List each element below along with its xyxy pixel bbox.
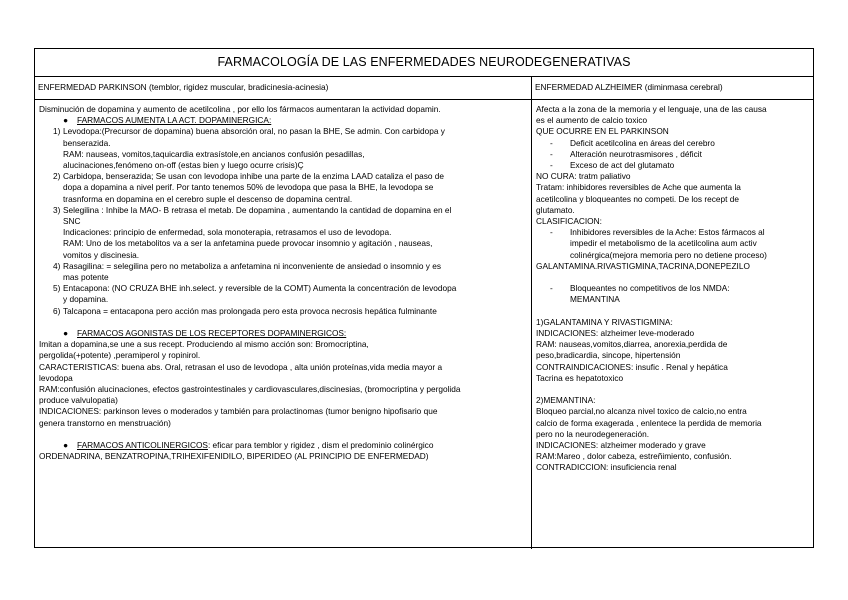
item-line: alucinaciones,fenómeno on-off (estas bien y luego ocurre crisis)Ç [63,160,304,171]
text-line: Tratam: inhibidores reversibles de Ache que aumenta la [536,182,741,193]
item-number: 6) [53,305,61,316]
parkinson-intro: Disminución de dopamina y aumento de acetilcolina , por ello los fármacos aumentaran la actividad dopamin. [39,104,441,114]
item-line: RAM: Uno de los metabolitos va a ser la anfetamina puede provocar insomnio y agitación , nauseas, [63,238,433,249]
text-line: INDICACIONES: parkinson leves o moderados y también para prolactinomas (tumor benigno hipofisario que [39,406,438,417]
text-line: Bloqueo parcial,no alcanza nivel toxico de calcio,no entra [536,406,747,417]
item-line: Carbidopa, benserazida; Se usan con levodopa inhibe una parte de la enzima LAAD cataliza el paso de [63,171,444,182]
item-number: 3) [53,204,61,215]
item-number: 5) [53,283,61,294]
item-number: 2) [53,171,61,182]
item-line: y dopamina. [63,294,109,305]
header-row [35,77,813,100]
item-line: benserazida. [63,137,111,148]
item-line: Entacapona: (NO CRUZA BHE inh.select. y reversible de la COMT) Aumenta la concentración de levodopa [63,283,457,294]
anticholinergic-drugs: ORDENADRINA, BENZATROPINA,TRIHEXIFENIDILO, BIPERIDEO (AL PRINCIPIO DE ENFERMEDAD) [39,451,429,462]
item-number: 4) [53,260,61,271]
text-line: RAM:Mareo , dolor cabeza, estreñimiento, confusión. [536,451,732,462]
text-line: produce valvulopatia) [39,395,118,406]
dash-item [536,138,809,149]
text-line: calcio de forma exagerada , enlentece la perdida de memoria [536,417,762,428]
alzheimer-intro [536,104,809,126]
dash-item [536,227,809,238]
drug-item [39,171,527,205]
text-line: CARACTERISTICAS: buena abs. Oral, retrasan el uso de levodopa , alta unión proteínas,vida media mayor a [39,361,443,372]
clasificacion: CLASIFICACION: [536,216,602,227]
text-line: es el aumento de calcio toxico [536,115,648,126]
item-line: RAM: nauseas, vomitos,taquicardia extrasístole,en ancianos confusión pesadillas, [63,148,365,159]
memantina-details [536,406,809,473]
bullet-icon: ● [63,328,69,339]
item-line: mas potente [63,272,109,283]
text-line: CONTRADICCION: insuficiencia renal [536,462,677,473]
agonists-text [39,339,527,429]
alzheimer-column [532,100,813,549]
drug-item [39,205,527,261]
text-line: Tacrina es hepatotoxico [536,372,624,383]
text-line: acetilcolina y bloqueantes no competi. De los recept de [536,193,739,204]
item-text [63,306,437,317]
drug-list [39,126,527,316]
inhibidores-ache [536,227,809,261]
parkinson-subtitle: QUE OCURRE EN EL PARKINSON [536,126,669,137]
parkinson-items [536,138,809,172]
drug-item [39,261,527,283]
dash-text: impedir el metabolismo de la acetilcolina aum activ [570,238,757,249]
dash-text: Exceso de act del glutamato [570,160,675,171]
item-text [63,261,441,283]
text-line: RAM:confusión alucinaciones, efectos gastrointestinales y cardiovasculares,discinesias, (bromocriptina y pergolida [39,384,461,395]
text-line: RAM: nauseas,vomitos,diarrea, anorexia,perdida de [536,339,728,350]
inhibidores-drugs: GALANTAMINA.RIVASTIGMINA,TACRINA,DONEPEZILO [536,260,750,271]
item-line: trasnforma en dopamina en el cerebro suple el descenso de dopamina central. [63,193,353,204]
bloqueantes-nmda [536,283,809,305]
text-line: INDICACIONES: alzheimer leve-moderado [536,328,695,339]
group-heading: ● FARMACOS ANTICOLINERGICOS: eficar para temblor y rigidez , dism el predominio colinérgico [63,440,434,451]
header-parkinson: ENFERMEDAD PARKINSON (temblor, rigidez muscular, bradicinesia-acinesia) [35,77,532,99]
item-line: Talcapona = entacapona pero acción mas prolongada pero esta provoca necrosis hepática fulminante [63,305,437,316]
parkinson-column [35,100,532,549]
item-text [63,283,456,305]
text-line: Afecta a la zona de la memoria y el lenguaje, una de las causa [536,104,767,114]
dash-text: Alteración neurotrasmisores , déficit [570,148,702,159]
text-line: pergolida(+potente) ,peramiperol y ropinirol. [39,350,201,361]
section-galantamina: 1)GALANTAMINA Y RIVASTIGMINA: [536,316,673,327]
item-line: SNC [63,216,81,227]
item-number: 1) [53,126,61,137]
dash-icon: - [550,160,553,171]
item-line: Selegilina : Inhibe la MAO- B retrasa el metab. De dopamina , aumentando la cantidad de dopamina en el [63,204,452,215]
group-heading: ● FARMACOS AGONISTAS DE LOS RECEPTORES DOPAMINERGICOS: [63,328,347,339]
text-line: pero no la neurodegeneración. [536,428,650,439]
item-line: Levodopa:(Precursor de dopamina) buena absorción oral, no pasan la BHE, Se admin. Con carbidopa y [63,126,445,137]
text-line: CONTRAINDICACIONES: insufic . Renal y hepática [536,361,728,372]
item-text [63,126,445,171]
text-line: Imitan a dopamina,se une a sus recept. Produciendo al mismo acción son: Bromocriptina, [39,339,369,350]
drug-item [39,283,527,305]
dash-text: Deficit acetilcolina en áreas del cerebro [570,137,715,148]
dash-text: MEMANTINA [570,294,620,305]
text-line: genera transtorno en menstruación) [39,417,171,428]
drug-item [39,126,527,171]
group-heading: ● FARMACOS AUMENTA LA ACT. DOPAMINERGICA: [63,115,272,126]
section-memantina: 2)MEMANTINA: [536,395,596,406]
text-line: INDICACIONES: alzheimer moderado y grave [536,440,706,451]
text-line: levodopa [39,372,73,383]
item-line: Rasagilina: = selegilina pero no metaboliza a anfetamina ni inconveniente de ansiedad o insomnio y es [63,260,441,271]
text-line: peso,bradicardia, sincope, hipertensión [536,350,681,361]
dash-item [536,283,809,294]
dash-item [536,149,809,160]
dash-text: colinérgica(mejora memoria pero no detiene proceso) [570,249,767,260]
item-text [63,171,444,205]
page-title: FARMACOLOGÍA DE LAS ENFERMEDADES NEURODEGENERATIVAS [35,49,813,77]
dash-icon: - [550,283,553,294]
item-line: vomitos y discinesia. [63,249,140,260]
dash-item [536,250,809,261]
document-table [34,48,814,548]
dash-icon: - [550,148,553,159]
item-line: dopa a dopamina a nivel perif. Por tanto tenemos 50% de levodopa que pasa la BHE, la levodopa se [63,182,434,193]
dash-item [536,294,809,305]
dash-icon: - [550,227,553,238]
galantamina-details [536,328,809,384]
dash-item [536,238,809,249]
dash-item [536,160,809,171]
dash-text: Bloqueantes no competitivos de los NMDA: [570,283,730,294]
header-alzheimer: ENFERMEDAD ALZHEIMER (diminmasa cerebral) [535,82,723,92]
item-line: Indicaciones: principio de enfermedad, sola monoterapia, retrasamos el uso de levodopa. [63,227,392,238]
content-row [35,100,813,549]
no-cura: NO CURA: tratm paliativo [536,171,631,182]
dash-text: Inhibidores reversibles de la Ache: Estos fármacos al [570,227,765,238]
tratamiento [536,182,809,216]
dash-icon: - [550,137,553,148]
text-line: glutamato. [536,204,575,215]
bullet-icon: ● [63,440,69,451]
drug-item [39,306,527,317]
item-text [63,205,451,261]
bullet-icon: ● [63,115,69,126]
